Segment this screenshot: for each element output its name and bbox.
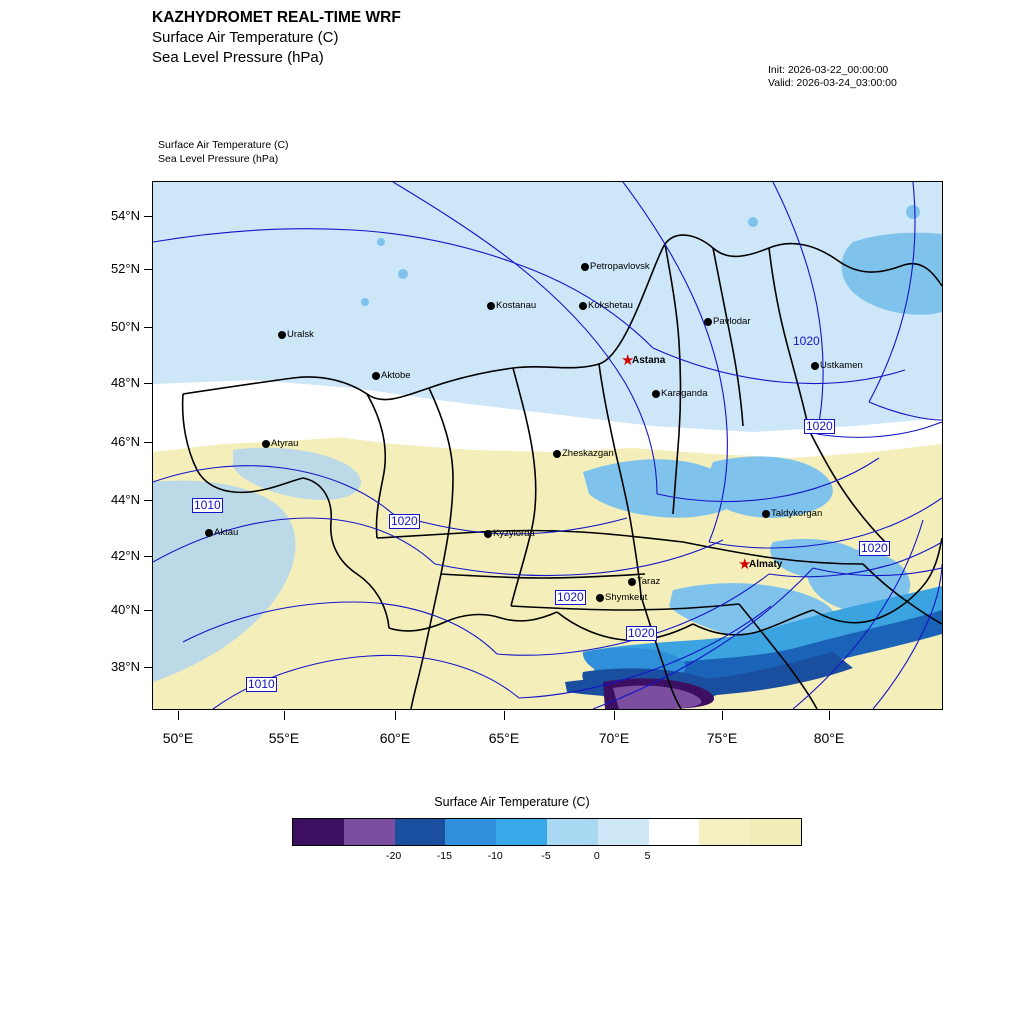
city-label: Petropavlovsk bbox=[590, 261, 650, 272]
lon-tick bbox=[178, 711, 179, 720]
lon-tick bbox=[284, 711, 285, 720]
colorbar-swatch bbox=[649, 819, 700, 845]
colorbar-swatch bbox=[750, 819, 801, 845]
city-dot-icon bbox=[652, 390, 660, 398]
city-label: Pavlodar bbox=[713, 316, 751, 327]
subcaption-line-1: Surface Air Temperature (C) bbox=[158, 139, 289, 151]
lon-tick bbox=[722, 711, 723, 720]
city-label: Zheskazgan bbox=[562, 448, 614, 459]
title-line-2: Surface Air Temperature (C) bbox=[152, 29, 339, 46]
colorbar-tick-label: 5 bbox=[644, 850, 651, 862]
city-dot-icon bbox=[811, 362, 819, 370]
city-label: Atyrau bbox=[271, 438, 299, 449]
city-label: Shymkent bbox=[605, 592, 648, 603]
city-label: Karaganda bbox=[661, 388, 708, 399]
lat-label: 46°N bbox=[110, 434, 140, 449]
colorbar-swatch bbox=[547, 819, 598, 845]
lon-label: 75°E bbox=[706, 730, 738, 746]
colorbar-tick-label: -5 bbox=[541, 850, 551, 862]
city-label: Aktobe bbox=[381, 370, 411, 381]
map-panel[interactable] bbox=[152, 181, 943, 710]
city-dot-icon bbox=[704, 318, 712, 326]
lat-label: 52°N bbox=[110, 261, 140, 276]
colorbar-tick-label: -20 bbox=[386, 850, 402, 862]
lat-label: 44°N bbox=[110, 492, 140, 507]
lon-tick bbox=[504, 711, 505, 720]
lat-label: 54°N bbox=[110, 208, 140, 223]
colorbar-swatch bbox=[496, 819, 547, 845]
colorbar-tick-label: 0 bbox=[593, 850, 600, 862]
title-block bbox=[152, 8, 401, 68]
isobar-label: 1020 bbox=[861, 541, 888, 555]
city-dot-icon bbox=[372, 372, 380, 380]
isobar-label: 1020 bbox=[628, 626, 655, 640]
lat-label: 40°N bbox=[110, 602, 140, 617]
lon-label: 65°E bbox=[488, 730, 520, 746]
colorbar-ticks bbox=[292, 850, 802, 874]
valid-time: Valid: 2026-03-24_03:00:00 bbox=[768, 77, 897, 89]
lon-label: 55°E bbox=[268, 730, 300, 746]
isobar-label: 1020 bbox=[793, 334, 820, 348]
city-dot-icon bbox=[487, 302, 495, 310]
colorbar-swatch bbox=[293, 819, 344, 845]
colorbar bbox=[292, 818, 802, 846]
city-dot-icon bbox=[484, 530, 492, 538]
city-dot-icon bbox=[581, 263, 589, 271]
lon-tick bbox=[614, 711, 615, 720]
city-label: Kokshetau bbox=[588, 300, 633, 311]
capital-star-icon: ★ bbox=[621, 352, 635, 369]
lat-label: 48°N bbox=[110, 375, 140, 390]
lat-label: 50°N bbox=[110, 319, 140, 334]
city-label: Ustkamen bbox=[820, 360, 863, 371]
lon-label: 80°E bbox=[813, 730, 845, 746]
lon-label: 60°E bbox=[379, 730, 411, 746]
lon-tick bbox=[829, 711, 830, 720]
colorbar-swatch bbox=[445, 819, 496, 845]
city-dot-icon bbox=[596, 594, 604, 602]
colorbar-title: Surface Air Temperature (C) bbox=[434, 795, 590, 809]
capital-star-icon: ★ bbox=[738, 556, 752, 573]
isobar-label: 1010 bbox=[248, 677, 275, 691]
colorbar-swatch bbox=[598, 819, 649, 845]
lon-tick bbox=[395, 711, 396, 720]
city-dot-icon bbox=[262, 440, 270, 448]
colorbar-swatch bbox=[344, 819, 395, 845]
lon-label: 70°E bbox=[598, 730, 630, 746]
city-label: Almaty bbox=[749, 559, 783, 570]
city-dot-icon bbox=[553, 450, 561, 458]
city-label: Astana bbox=[632, 355, 666, 366]
city-dot-icon bbox=[628, 578, 636, 586]
init-time: Init: 2026-03-22_00:00:00 bbox=[768, 64, 889, 76]
city-dot-icon bbox=[762, 510, 770, 518]
colorbar-tick-label: -15 bbox=[436, 850, 452, 862]
city-label: Kyzylorda bbox=[493, 528, 535, 539]
isobar-label: 1020 bbox=[391, 514, 418, 528]
lat-label: 42°N bbox=[110, 548, 140, 563]
city-label: Taldykorgan bbox=[771, 508, 823, 519]
lat-label: 38°N bbox=[110, 659, 140, 674]
city-dot-icon bbox=[205, 529, 213, 537]
run-info bbox=[768, 64, 897, 90]
isobar-label: 1020 bbox=[557, 590, 584, 604]
city-dot-icon bbox=[579, 302, 587, 310]
title-line-3: Sea Level Pressure (hPa) bbox=[152, 49, 324, 66]
subcaption-line-2: Sea Level Pressure (hPa) bbox=[158, 153, 279, 165]
colorbar-tick-label: -10 bbox=[487, 850, 503, 862]
city-dot-icon bbox=[278, 331, 286, 339]
city-label: Taraz bbox=[637, 576, 661, 587]
colorbar-swatch bbox=[699, 819, 750, 845]
city-label: Aktau bbox=[214, 527, 239, 538]
lon-label: 50°E bbox=[162, 730, 194, 746]
title-line-1: KAZHYDROMET REAL-TIME WRF bbox=[152, 9, 401, 26]
colorbar-swatch bbox=[395, 819, 446, 845]
isobar-label: 1020 bbox=[806, 419, 833, 433]
map-subcaption bbox=[158, 138, 289, 166]
city-label: Uralsk bbox=[287, 329, 314, 340]
city-label: Kostanau bbox=[496, 300, 537, 311]
isobar-label: 1010 bbox=[194, 498, 221, 512]
